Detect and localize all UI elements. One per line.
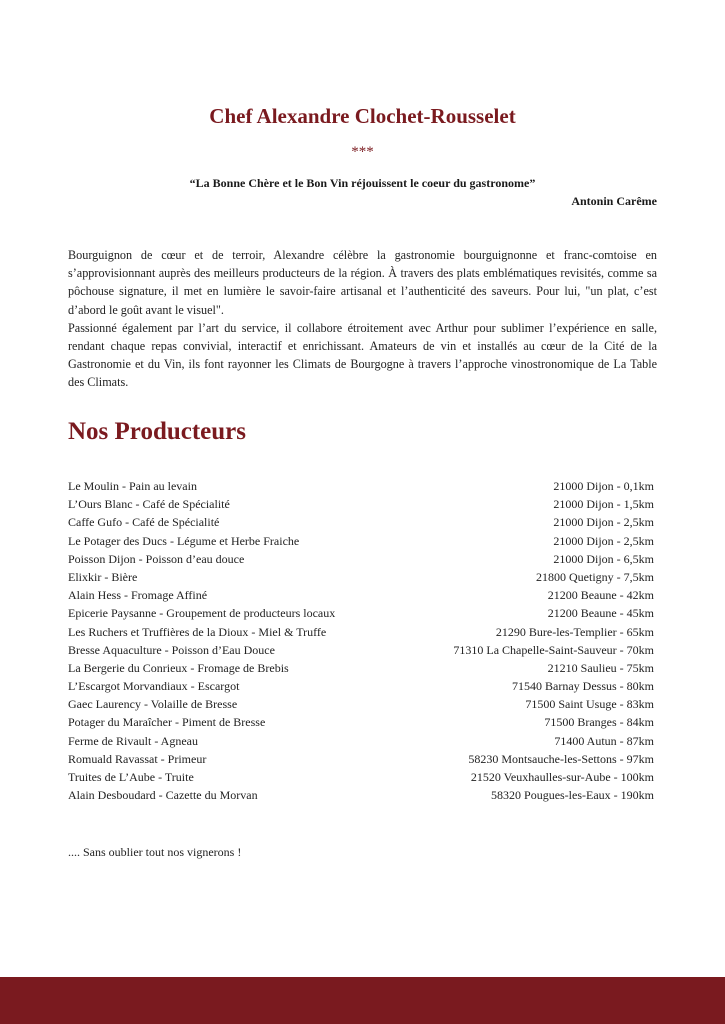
producer-row: [68, 550, 654, 568]
producer-name: Caffe Gufo - Café de Spécialité: [68, 515, 220, 530]
producer-location: 21000 Dijon - 2,5km: [553, 515, 654, 530]
section-title-producers: Nos Producteurs: [68, 418, 247, 445]
producer-row: [68, 623, 654, 641]
producer-location: 21200 Beaune - 42km: [547, 588, 654, 603]
intro-paragraph: Bourguignon de cœur et de terroir, Alexandre célèbre la gastronomie bourguignonne et franc-comtoise en s’approvisionnant auprès des meilleurs producteurs de la région. À travers des plats emblématiques revisités, comme sa pôchouse signature, il met en lumière le savoir-faire artisanal et l’authenticité des saveurs. Pour lui, "un plat, c’est d’abord le goût avant le visuel".: [68, 248, 657, 317]
producer-location: 21000 Dijon - 0,1km: [553, 479, 654, 493]
producer-name: Potager du Maraîcher - Piment de Bresse: [68, 715, 266, 730]
producer-row: [68, 768, 654, 786]
producer-name: Le Potager des Ducs - Légume et Herbe Fraiche: [68, 533, 300, 548]
footer-band: [0, 977, 725, 1024]
producer-row: [68, 604, 654, 622]
producer-location: 58230 Montsauche-les-Settons - 97km: [468, 751, 654, 766]
producer-location: 71500 Branges - 84km: [544, 715, 654, 730]
producer-location: 71310 La Chapelle-Saint-Sauveur - 70km: [453, 642, 654, 657]
producer-location: 21520 Veuxhaulles-sur-Aube - 100km: [470, 770, 654, 784]
producer-location: 71540 Barnay Dessus - 80km: [512, 679, 654, 694]
quote-author: Antonin Carême: [571, 194, 657, 208]
producer-location: 21000 Dijon - 6,5km: [553, 551, 654, 566]
producer-row: [68, 732, 654, 750]
producer-name: Bresse Aquaculture - Poisson d’Eau Douce: [68, 642, 275, 657]
producer-location: 21290 Bure-les-Templier - 65km: [495, 624, 654, 639]
producer-row: [68, 641, 654, 659]
producer-row: [68, 786, 654, 804]
producer-row: [68, 495, 654, 513]
producer-location: 21200 Beaune - 45km: [547, 606, 654, 621]
producer-row: [68, 713, 654, 731]
title-separator: ***: [351, 144, 374, 160]
quote-text: “La Bonne Chère et le Bon Vin réjouissent le coeur du gastronome”: [189, 176, 536, 190]
producer-location: 71400 Autun - 87km: [554, 733, 654, 748]
producer-name: Les Ruchers et Truffières de la Dioux - Miel & Truffe: [68, 624, 327, 639]
producer-name: La Bergerie du Conrieux - Fromage de Brebis: [68, 660, 289, 675]
footer-note: .... Sans oublier tout nos vignerons !: [68, 845, 242, 859]
producer-name: Alain Desboudard - Cazette du Morvan: [68, 788, 258, 803]
producer-location: 71500 Saint Usuge - 83km: [525, 697, 654, 712]
producer-row: [68, 677, 654, 695]
intro-text: [68, 246, 657, 392]
producers-list: [68, 477, 654, 804]
producer-location: 21000 Dijon - 2,5km: [553, 533, 654, 548]
producer-name: Elixkir - Bière: [68, 569, 138, 584]
producer-name: Romuald Ravassat - Primeur: [68, 751, 207, 766]
producer-name: Ferme de Rivault - Agneau: [68, 733, 198, 748]
producer-row: [68, 568, 654, 586]
producer-row: [68, 477, 654, 495]
producer-row: [68, 695, 654, 713]
intro-paragraph: Passionné également par l’art du service, il collabore étroitement avec Arthur pour sublimer l’expérience en salle, rendant chaque repas convivial, interactif et enrichissant. Amateurs de vin et installés au cœur de la Cité de la Gastronomie et du Vin, ils font rayonner les Climats de Bourgogne à travers l’approche vinostronomique de La Table des Climats.: [68, 320, 657, 390]
producer-location: 58320 Pougues-les-Eaux - 190km: [491, 788, 654, 803]
producer-name: Gaec Laurency - Volaille de Bresse: [68, 697, 238, 712]
producer-row: [68, 532, 654, 550]
producer-location: 21000 Dijon - 1,5km: [553, 497, 654, 512]
producer-location: 21800 Quetigny - 7,5km: [536, 569, 654, 584]
producer-row: [68, 513, 654, 531]
chef-title: Chef Alexandre Clochet-Rousselet: [209, 104, 516, 128]
producer-name: Alain Hess - Fromage Affiné: [68, 588, 208, 603]
producer-location: 21210 Saulieu - 75km: [547, 660, 654, 675]
producer-name: Truites de L’Aube - Truite: [68, 770, 194, 784]
producer-name: L’Escargot Morvandiaux - Escargot: [68, 679, 240, 694]
producer-name: Poisson Dijon - Poisson d’eau douce: [68, 551, 245, 566]
producer-name: L’Ours Blanc - Café de Spécialité: [68, 497, 230, 512]
producer-row: [68, 750, 654, 768]
producer-row: [68, 586, 654, 604]
producer-name: Epicerie Paysanne - Groupement de producteurs locaux: [68, 606, 336, 621]
producer-name: Le Moulin - Pain au levain: [68, 479, 197, 493]
producer-row: [68, 659, 654, 677]
